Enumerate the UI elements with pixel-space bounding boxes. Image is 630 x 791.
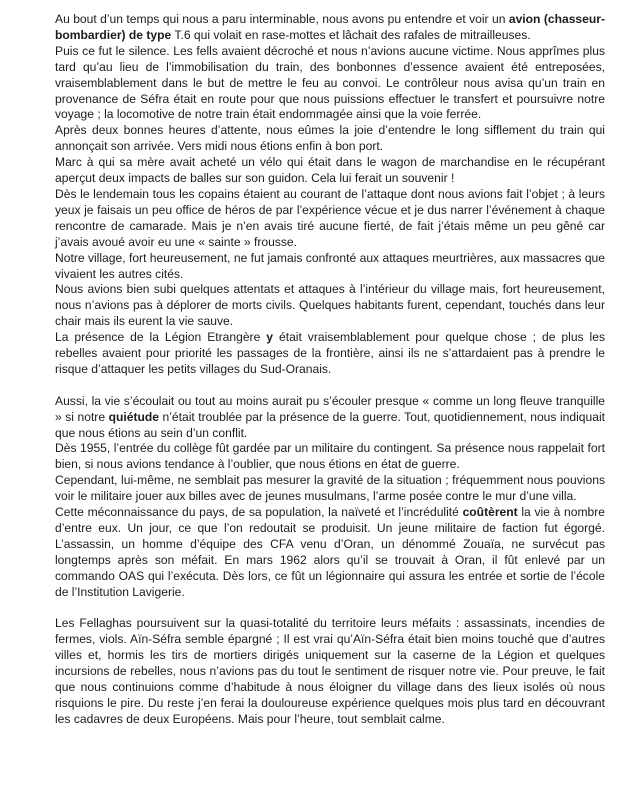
- text-run: Marc à qui sa mère avait acheté un vélo qui était dans le wagon de marchandise en le récupérant aperçut deux impacts de balles sur son guidon. Cela lui ferait un souvenir !: [55, 155, 605, 186]
- text-run: T.6 qui volait en rase-mottes et lâchait des rafales de mitrailleuses.: [171, 27, 531, 42]
- bold-text: quiétude: [108, 409, 159, 424]
- paragraph: [55, 441, 605, 473]
- paragraph-gap: [55, 601, 605, 617]
- paragraph: [55, 394, 605, 442]
- paragraph-gap: [55, 378, 605, 394]
- text-run: Cependant, lui-même, ne semblait pas mesurer la gravité de la situation ; fréquemment nous pouvions voir le militaire jouer aux billes avec de jeunes musulmans, l’arme posée contre le mur d’une villa.: [55, 473, 605, 504]
- paragraph: [55, 44, 605, 124]
- text-run: Après deux bonnes heures d’attente, nous eûmes la joie d’entendre le long sifflement du train qui annonçait son arrivée. Vers midi nous étions enfin à bon port.: [55, 123, 605, 154]
- bold-text: y: [266, 330, 274, 345]
- text-run: Au bout d’un temps qui nous a paru interminable, nous avons pu entendre et voir un: [55, 12, 509, 26]
- bold-text: avion (chasseur-bombardier) de type: [55, 12, 605, 42]
- text-run: Puis ce fut le silence. Les fells avaient décroché et nous n’avions aucune victime. Nous apprîmes plus tard qu’au lieu de l’immobilisation du train, des bonbonnes d’essence avaient été entreposées, vraisemblablement dans le but de mettre le feu au convoi. Le contrôleur nous avisa qu’un train en provenance de Séfra était en route pour que nous puissions effectuer le transfert et poursuivre notre voyage ; la locomotive de notre train était endommagée ainsi que la voie ferrée.: [55, 43, 605, 122]
- paragraph: [55, 155, 605, 187]
- text-run: était vraisemblablement pour quelque chose ; de plus les rebelles avaient pour priorité les passages de la frontière, ainsi ils ne s’attardaient pas à prendre le risque d’attaquer les petits villages du Sud-Oranais.: [55, 330, 606, 376]
- paragraph: [55, 282, 605, 330]
- paragraph: [55, 251, 605, 283]
- text-run: Notre village, fort heureusement, ne fut jamais confronté aux attaques meurtrières, aux massacres que vivaient les autres cités.: [55, 250, 605, 281]
- bold-text: coûtèrent: [462, 505, 518, 520]
- text-run: Cette méconnaissance du pays, de sa population, la naïveté et l’incrédulité: [55, 505, 463, 520]
- text-run: Dès 1955, l’entrée du collège fût gardée par un militaire du contingent. Sa présence nous rappelait fort bien, si nous avions tendance à l’oublier, que nous étions en état de guerre.: [55, 441, 605, 472]
- paragraph: [55, 505, 605, 600]
- text-run: La présence de la Légion Etrangère: [55, 330, 267, 345]
- text-run: Les Fellaghas poursuivent sur la quasi-totalité du territoire leurs méfaits : assassinats, incendies de fermes, viols. Aïn-Séfra semble épargné ; Il est vrai qu’Aïn-Séfra était bien moins touché que d’autres villes et, hormis les tirs de mortiers dirigés uniquement sur la caserne de la Légion et quelques incursions de rebelles, nous n’avions pas du tout le sentiment de risquer notre vie. Pour preuve, le fait que nous continuions comme d’habitude à nous éloigner du village dans des lieux isolés où nous risquions le pire. Du reste j’en ferai la douloureuse expérience quelques mois plus tard en découvrant les cadavres de deux Européens. Mais pour l’heure, tout semblait calme.: [55, 616, 605, 726]
- text-run: Aussi, la vie s’écoulait ou tout au moins aurait pu s’écouler presque « comme un long fleuve tranquille » si notre: [55, 393, 605, 424]
- text-run: n’était troublée par la présence de la guerre. Tout, quotidiennement, nous indiquait que nous étions au sein d’un conflit.: [55, 409, 606, 440]
- paragraph: [55, 330, 605, 378]
- text-run: la vie à nombre d’entre eux. Un jour, ce que l’on redoutait se produisit. Un jeune militaire de faction fut égorgé. L’assassin, un homme d’équipe des CFA venu d’Oran, un dénommé Zouaïa, ne survécut pas longtemps après son méfait. En mars 1962 alors qu’il se trouvait à Oran, il fût enlevé par un commando OAS qui l’exécuta. Dès lors, ce fût un légionnaire qui assura les entrée et sortie de l’école de l’Institution Lavigerie.: [55, 505, 605, 599]
- paragraph: [55, 123, 605, 155]
- paragraph: [55, 473, 605, 505]
- paragraph: [55, 12, 605, 44]
- paragraph: [55, 616, 605, 727]
- text-run: Nous avions bien subi quelques attentats et attaques à l’intérieur du village mais, fort heureusement, nous n’avions pas à déplorer de morts civils. Quelques habitants furent, cependant, touchés dans leur chair mais ils eurent la vie sauve.: [55, 282, 605, 329]
- paragraph: [55, 187, 605, 251]
- text-run: Dès le lendemain tous les copains étaient au courant de l’attaque dont nous avions fait l’objet ; à leurs yeux je faisais un peu office de héros de par l’expérience vécue et je dus narrer l’événement à chaque rencontre de camarade. Mais je n’en avais tiré aucune fierté, de fait j’étais même un peu gêné car j’avais avoué avoir eu une « sainte » frousse.: [55, 186, 605, 249]
